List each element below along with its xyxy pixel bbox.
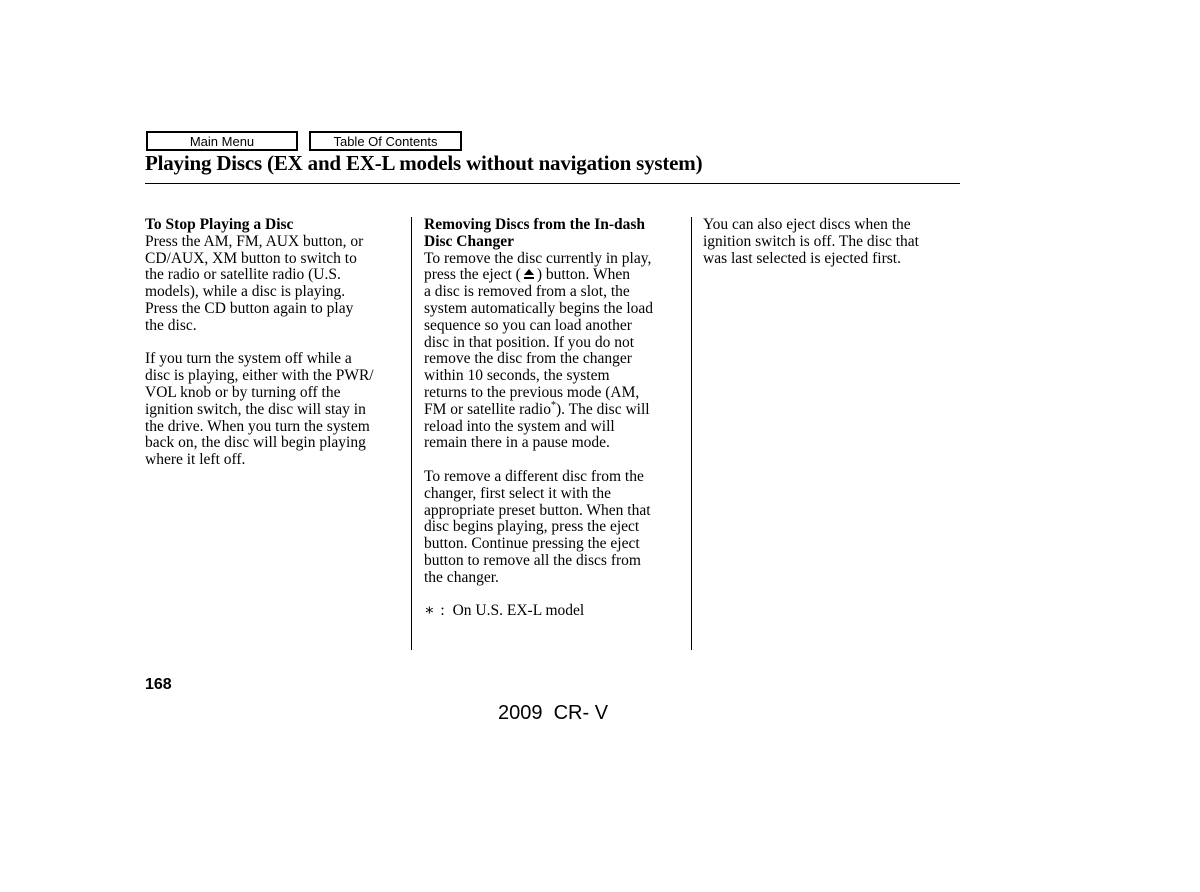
column-divider [411, 217, 412, 650]
paragraph-text: ). The disc will reload into the system and will remain there in a pause mode. [424, 400, 650, 452]
page-number: 168 [145, 676, 172, 693]
model-label: 2009 CR- V [498, 702, 609, 724]
footnote-separator: : [440, 602, 445, 620]
paragraph: To remove a different disc from the changer, first select it with the appropriate preset button. When that disc begins playing, press the eject button. Continue pressing the eject button to remove all the discs from the changer. [424, 467, 651, 586]
footnote-mark: ∗ [424, 602, 435, 620]
section-heading-removing-discs: Removing Discs from the In-dash Disc Changer [424, 216, 646, 250]
title-divider [145, 183, 960, 184]
paragraph: You can also eject discs when the ignition switch is off. The disc that was last selected is ejected first. [703, 216, 919, 267]
footnote-text: On U.S. EX-L model [452, 602, 585, 620]
column-removing-discs [424, 217, 686, 620]
section-heading-stop-playing: To Stop Playing a Disc [145, 216, 294, 233]
column-stop-playing [145, 217, 403, 469]
column-eject-note [703, 217, 958, 267]
column-divider [691, 217, 692, 650]
paragraph-text: To remove the disc currently in play, press the eject ( [424, 249, 652, 284]
paragraph-text: ) button. When a disc is removed from a slot, the system automatically begins the load sequence so you can load another disc in that position. If you do not remove the disc from the changer within 10 seconds, the system returns to the previous mode (AM, FM or satellite radio [424, 266, 654, 418]
paragraph [424, 251, 686, 453]
main-menu-button[interactable]: Main Menu [146, 131, 298, 151]
footnote [424, 603, 686, 620]
table-of-contents-button[interactable]: Table Of Contents [309, 131, 462, 151]
page-title: Playing Discs (EX and EX-L models without navigation system) [145, 151, 703, 175]
paragraph: If you turn the system off while a disc is playing, either with the PWR/ VOL knob or by turning off the ignition switch, the disc will stay in the drive. When you turn the system back on, the disc will begin playing where it left off. [145, 350, 374, 469]
paragraph: Press the AM, FM, AUX button, or CD/AUX, XM button to switch to the radio or satellite radio (U.S. models), while a disc is playing. Press the CD button again to play the disc. [145, 232, 364, 334]
eject-icon [523, 268, 535, 280]
footnote-marker: * [551, 399, 556, 411]
